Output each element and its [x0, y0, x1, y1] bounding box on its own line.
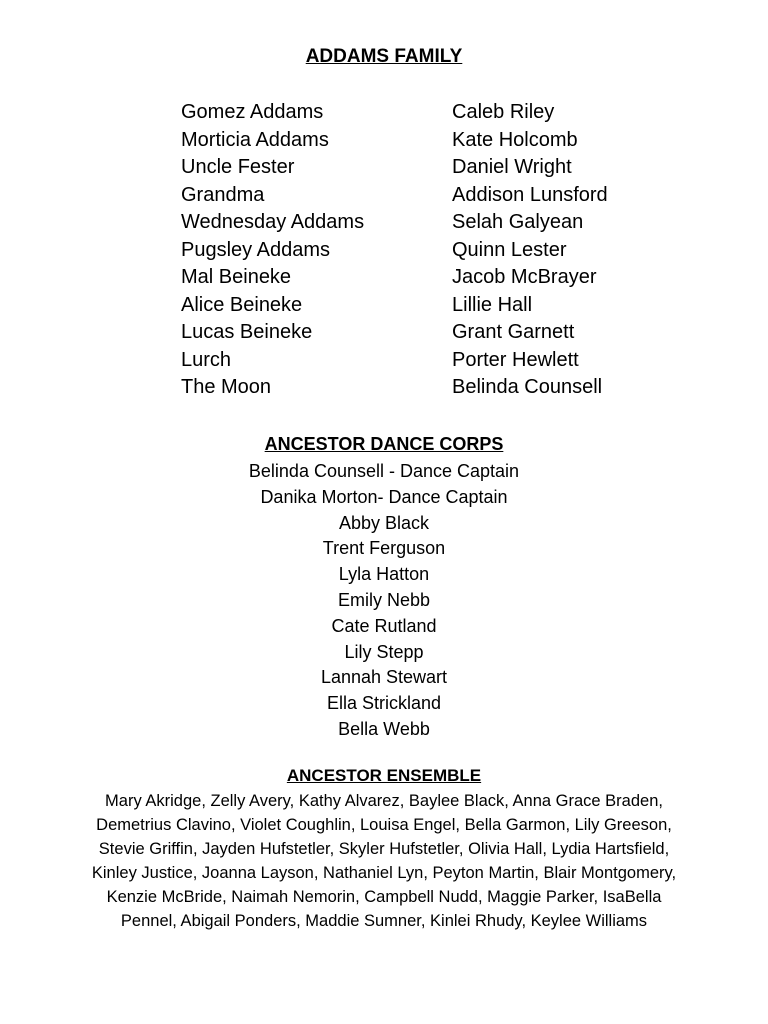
cast-role: Morticia Addams [181, 128, 329, 151]
cast-row [181, 292, 661, 320]
cast-row [181, 237, 661, 265]
cast-row [181, 99, 661, 127]
cast-role: Pugsley Addams [181, 238, 330, 261]
list-item: Belinda Counsell - Dance Captain [248, 461, 520, 481]
ancestor-dance-corps-heading: ANCESTOR DANCE CORPS [264, 434, 504, 454]
dance-corps-list [0, 459, 768, 743]
cast-role: The Moon [181, 376, 272, 399]
list-item: Lyla Hatton [338, 564, 430, 585]
list-item: Bella Webb [338, 718, 430, 739]
cast-role: Grandma [181, 183, 265, 206]
cast-row [181, 319, 661, 347]
ensemble-members-paragraph: Mary Akridge, Zelly Avery, Kathy Alvarez, Baylee Black, Anna Grace Braden, Demetrius Clavino, Violet Coughlin, Louisa Engel, Bella Garmon, Lily Greeson, Stevie Griffin, Jayden Hufstetler, Skyler Hufstetler, Olivia Hall, Lydia Hartsfield, Kinley Justice, Joanna Layson, Nathaniel Lyn, Peyton Martin, Blair Montgomery, Kenzie McBride, Naimah Nemorin, Campbell Nudd, Maggie Parker, IsaBella Pennel, Abigail Ponders, Maddie Sumner, Kinlei Rhudy, Keylee Williams [91, 792, 677, 930]
cast-actor: Kate Holcomb [452, 128, 578, 151]
cast-role: Alice Beineke [181, 293, 303, 316]
cast-actor: Jacob McBrayer [452, 266, 597, 289]
ancestor-ensemble-heading: ANCESTOR ENSEMBLE [286, 766, 482, 785]
cast-role: Lucas Beineke [181, 321, 313, 344]
cast-row [181, 182, 661, 210]
cast-actor: Addison Lunsford [452, 183, 608, 206]
cast-actor: Porter Hewlett [452, 348, 579, 371]
cast-role: Mal Beineke [181, 266, 292, 289]
list-item: Danika Morton- Dance Captain [260, 486, 508, 507]
list-item: Lannah Stewart [320, 667, 448, 688]
cast-actor: Lillie Hall [452, 293, 533, 316]
list-item: Cate Rutland [331, 615, 437, 636]
cast-role: Uncle Fester [181, 156, 295, 179]
cast-role: Wednesday Addams [181, 211, 365, 234]
cast-actor: Grant Garnett [452, 321, 575, 344]
cast-row [181, 374, 661, 402]
list-item: Lily Stepp [344, 641, 424, 662]
list-item: Trent Ferguson [322, 538, 446, 559]
cast-row [181, 209, 661, 237]
cast-row [181, 154, 661, 182]
cast-actor: Quinn Lester [452, 238, 567, 261]
cast-role: Gomez Addams [181, 101, 324, 124]
cast-actor: Caleb Riley [452, 101, 555, 124]
cast-row [181, 264, 661, 292]
list-item: Ella Strickland [326, 693, 442, 714]
cast-row [181, 127, 661, 155]
list-item: Emily Nebb [337, 589, 431, 610]
cast-actor: Daniel Wright [452, 156, 572, 179]
addams-family-heading: ADDAMS FAMILY [305, 46, 463, 67]
cast-row [181, 347, 661, 375]
cast-actor: Selah Galyean [452, 211, 584, 234]
list-item: Abby Black [338, 512, 430, 533]
cast-list [181, 99, 661, 402]
cast-role: Lurch [181, 348, 232, 371]
cast-actor: Belinda Counsell [452, 376, 603, 399]
